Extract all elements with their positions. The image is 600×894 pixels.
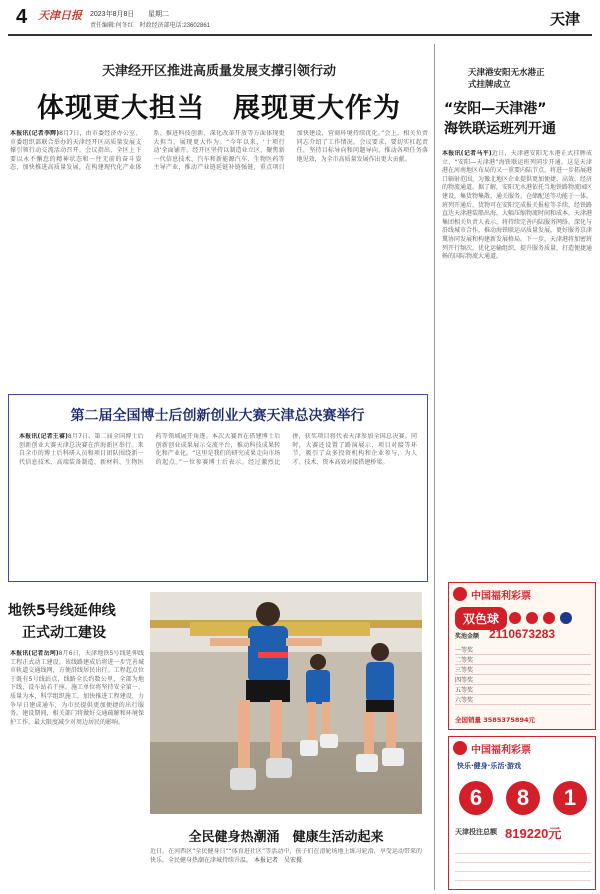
lead-text: 8月7日，由市委经济办公室、市委组织部联合举办的天津经开区高质量发展支撑引领行动交流活动召开。会议指出，全区上下要以永不懈怠的精神状态和一往无前的奋斗姿态，加快推进高质量发展，在构建现代化产业体系、推进科技创新、深化改革开放等方面体现更大担当、展现更大作为。“今年以来，‘十项行动’全面铺开。经开区坚持以制造业立区，聚焦新一代信息技术、汽车和新能源汽车、生物医药等主导产业，推动产业链延链补链强链，重点项目加快建设，营商环境持续优化。”会上，相关负责同志介绍了工作情况。会议要求，要切实扛起责任，坚持目标导向和问题导向，推动各项任务落地见效，为全市高质量发展作出更大贡献。	[10, 130, 428, 172]
lottery-row: 二等奖	[455, 655, 591, 665]
lottery-number-ball: 8	[506, 781, 540, 815]
header-rule	[8, 34, 592, 36]
column-divider	[434, 44, 435, 890]
lottery-ad-1-table	[455, 645, 591, 705]
lottery-ad-2-total-label: 天津投注总额	[455, 828, 497, 836]
metro-headline-2: 正式动工建设	[22, 625, 106, 641]
port-text: 近日，天津港安阳无水港正式挂牌成立，“安阳—天津港”海铁联运班列同步开通。这是天津港在河南地区布局的又一重要内陆节点，将进一步拓展港口辐射范围，为豫北地区企业提供更加便捷、高效、经济的物流通道。据了解，安阳无水港依托当地铁路物流园区建设，集货物集散、通关服务、仓储配送等功能于一体。班列开通后，货物可在安阳完成报关报检等手续，经铁路直达天津港装船出海，大幅压缩物流时间和成本。天津港集团相关负责人表示，将持续完善内陆服务网络，深化与沿线城市合作，推动海铁联运高质量发展，更好服务京津冀协同发展和构建新发展格局。下一步，天津港将加密班列开行频次，优化运输组织，提升服务质量，打造便捷通畅的国际物流大通道。	[442, 150, 592, 261]
lottery-ad-1-footer: 全国销量 3585375894元	[455, 716, 535, 724]
lottery-ad-2-table	[455, 845, 591, 885]
lottery-ad-2	[448, 736, 596, 890]
doctoral-box	[8, 394, 428, 582]
doctoral-body	[19, 433, 417, 575]
fitness-caption-text: 近日，在河西区“全民健身日”“体育进社区”等活动中，孩子们在滑轮场地上练习轮滑，享受运动带来的快乐，全民健身热潮在津城持续升温。	[150, 848, 422, 864]
doctoral-text: 8月7日，第二届全国博士后创新创业大赛天津总决赛在滨海新区举行。来自全市的博士后科研人员和项目团队围绕新一代信息技术、高端装备制造、新材料、生物医药等领域展开角逐。本次大赛旨在搭建博士后创新创业成果展示交流平台，推动科技成果转化和产业化。“这里是我们的研究成果走向市场的起点。”一位参赛博士后表示。经过激烈比拼，获奖项目将代表天津参加全国总决赛。同时，大赛还设置了路演展示、项目对接等环节，吸引了众多投资机构和企业参与，为人才、技术、资本高效对接搭建桥梁。	[19, 433, 417, 466]
lottery-ad-2-total: 819220元	[505, 826, 562, 841]
lead-headline: 体现更大担当 展现更大作为	[37, 93, 401, 124]
metro-text: 8月6日，天津地铁5号线延伸线工程正式动工建设。该线路建成后将进一步完善城市轨道交通线网，方便沿线居民出行。工程起点位于既有5号线站点，线路全长约数公里，全部为地下线，设车站若干座。施工单位将坚持安全第一、质量为本，科学组织施工，加快推进工程建设，力争早日建成通车，为市民提供更加便捷的出行服务。建设期间，相关部门将做好交通疏解和环境保护工作，最大限度减少对周边居民的影响。	[10, 650, 144, 726]
lottery-logo-icon	[453, 587, 467, 601]
section-name: 天津	[550, 10, 581, 28]
lottery-ad-2-title: 中国福利彩票	[471, 745, 531, 756]
lead-kicker: 天津经开区推进高质量发展支撑引领行动	[101, 64, 336, 79]
skating-photo	[150, 592, 422, 814]
fitness-credit: 本报记者 吴宏摄	[253, 856, 302, 864]
port-kicker-2: 式挂牌成立	[468, 80, 511, 90]
port-headline-2: 海铁联运班列开通	[444, 121, 556, 137]
port-body	[442, 150, 592, 570]
lottery-row: 五等奖	[455, 685, 591, 695]
lottery-ad-1-game: 双色球	[455, 607, 507, 630]
editor-line: 责任编辑:何冬红 时政经济部电话:23602861	[90, 23, 211, 29]
fitness-caption	[150, 848, 422, 888]
lottery-logo-icon	[453, 741, 467, 755]
metro-headline-1: 地铁5号线延伸线	[8, 603, 116, 619]
port-kicker-1: 天津港安阳无水港正	[468, 68, 545, 78]
port-byline: 本报讯(记者马平)	[442, 150, 492, 157]
metro-byline: 本报讯(记者岳珂)	[10, 650, 59, 657]
fitness-headline: 全民健身热潮涌 健康生活动起来	[188, 830, 384, 845]
newspaper-logo: 天津日报	[38, 9, 82, 22]
lottery-balls	[509, 609, 572, 628]
port-headline-1: “安阳—天津港”	[444, 101, 547, 117]
lottery-number-ball: 1	[553, 781, 587, 815]
lottery-ad-1-title: 中国福利彩票	[471, 591, 531, 602]
lottery-row: 四等奖	[455, 675, 591, 685]
lottery-row: 一等奖	[455, 645, 591, 655]
doctoral-headline: 第二届全国博士后创新创业大赛天津总决赛举行	[70, 408, 365, 424]
lottery-ad-1-prize: 2110673283	[489, 627, 556, 641]
lottery-row: 三等奖	[455, 665, 591, 675]
page-header	[0, 0, 600, 36]
page-number: 4	[16, 6, 28, 28]
lottery-ad-1-prize-label: 奖池金额	[455, 633, 480, 640]
photo-illustration	[150, 592, 422, 814]
weekday: 星期二	[148, 11, 169, 18]
date: 2023年8月8日	[90, 11, 135, 18]
lottery-ad-2-numbers	[459, 781, 587, 815]
lottery-number-ball: 6	[459, 781, 493, 815]
lottery-row: 六等奖	[455, 695, 591, 705]
metro-body	[10, 650, 144, 886]
lottery-ad-1	[448, 582, 596, 730]
lead-body	[10, 130, 428, 380]
doctoral-byline: 本报讯(记者王睿)	[19, 433, 68, 440]
lead-byline: 本报讯(记者李辉)	[10, 130, 60, 137]
lottery-ad-2-slogan: 快乐·健身·乐活·游戏	[457, 762, 521, 770]
